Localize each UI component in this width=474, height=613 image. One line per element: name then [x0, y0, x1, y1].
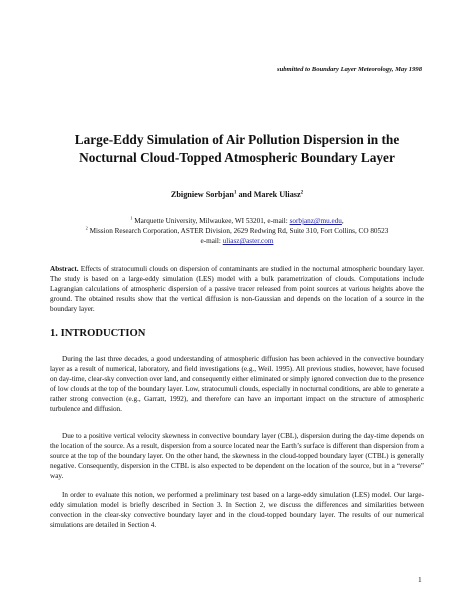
paper-title — [40, 131, 434, 166]
author-conjunction: and — [236, 190, 254, 199]
affiliation-2-text: Mission Research Corporation, ASTER Division, 2629 Redwing Rd, Suite 310, Fort Collins, CO 80523 — [87, 227, 389, 235]
intro-paragraph-2-text: Due to a positive vertical velocity skewness in convective boundary layer (CBL), dispersion during the day-time depends on the location of the source. As a result, dispersion from a source located near the Earth’s surface is different than dispersion from a source at the top of the boundary layer. On the other hand, the skewness in the cloud-topped boundary layer (CTBL) is generally negative. Consequently, dispersion in the CTBL is also expected to be dependent on the location of the source, but in a “reverse” way. — [50, 432, 424, 480]
affiliation-1-end: , — [341, 217, 344, 225]
intro-paragraph-3-text: In order to evaluate this notion, we performed a preliminary test based on a large-eddy simulation (LES) model. Our large-eddy simulation model is briefly described in Section 3. In Section 2, we discuss the differences and similarities between convection in the clear-sky convective boundary layer and in the cloud-topped boundary layer. The results of our numerical simulations are detailed in Section 4. — [50, 491, 424, 529]
title-line-1: Large-Eddy Simulation of Air Pollution Dispersion in the — [74, 132, 400, 147]
abstract — [50, 264, 424, 314]
abstract-text: Effects of stratocumuli clouds on dispersion of contaminants are studied in the nocturnal atmospheric boundary layer. The study is based on a large-eddy simulation (LES) model with a bulk parametrization of clouds. Computations include Lagrangian calculations of atmospheric dispersion of a passive tracer released from point sources at various heights above the ground. The obtained results show that the vertical diffusion is non-Gaussian and depends on the location of a source in the boundary layer. — [50, 265, 424, 313]
author-list — [40, 190, 434, 199]
abstract-label: Abstract. — [50, 265, 79, 273]
affiliation-2-email-label: e-mail: — [200, 237, 223, 245]
submission-note: submitted to Boundary Layer Meteorology, May 1998 — [277, 66, 422, 73]
intro-paragraph-1-text: During the last three decades, a good understanding of atmospheric diffusion has been achieved in the convective boundary layer as a result of numerical, laboratory, and field investigations (e.g., Weil. 1995). All previous studies, however, have focused on day-time, clear-sky convection over land, and consequently either eliminated or simply ignored convection due to the presence of low clouds at the top of the boundary layer. Low, stratocumuli clouds, especially in nocturnal conditions, are able to generate a rather strong convection (e.g., Garratt, 1992), and therefore can have an important impact on the structure of atmospheric turbulence and diffusion. — [50, 355, 424, 413]
page-number: 1 — [418, 575, 422, 584]
intro-paragraph-2 — [50, 432, 424, 482]
affiliation-2-email-line — [40, 236, 434, 247]
author-2: Marek Uliasz — [253, 190, 301, 199]
intro-paragraph-3 — [50, 491, 424, 531]
affiliation-1-mark: 1 — [130, 215, 133, 221]
affiliation-2 — [40, 226, 434, 237]
title-line-2: Nocturnal Cloud-Topped Atmospheric Boundary Layer — [79, 149, 395, 165]
intro-paragraph-1 — [50, 355, 424, 414]
affiliation-1-email-link[interactable]: sorbjanz@mu.edu — [289, 217, 342, 225]
author-1: Zbigniew Sorbjan — [170, 190, 234, 199]
affiliation-1 — [40, 216, 434, 227]
affiliation-2-mark: 2 — [85, 225, 88, 231]
affiliation-2-email-link[interactable]: uliasz@aster.com — [222, 237, 274, 245]
section-heading-introduction: 1. INTRODUCTION — [50, 328, 146, 339]
affiliation-1-text: Marquette University, Milwaukee, WI 53201, e-mail: — [132, 217, 290, 225]
author-2-affiliation-mark: 2 — [300, 190, 304, 196]
author-1-affiliation-mark: 1 — [233, 190, 237, 196]
